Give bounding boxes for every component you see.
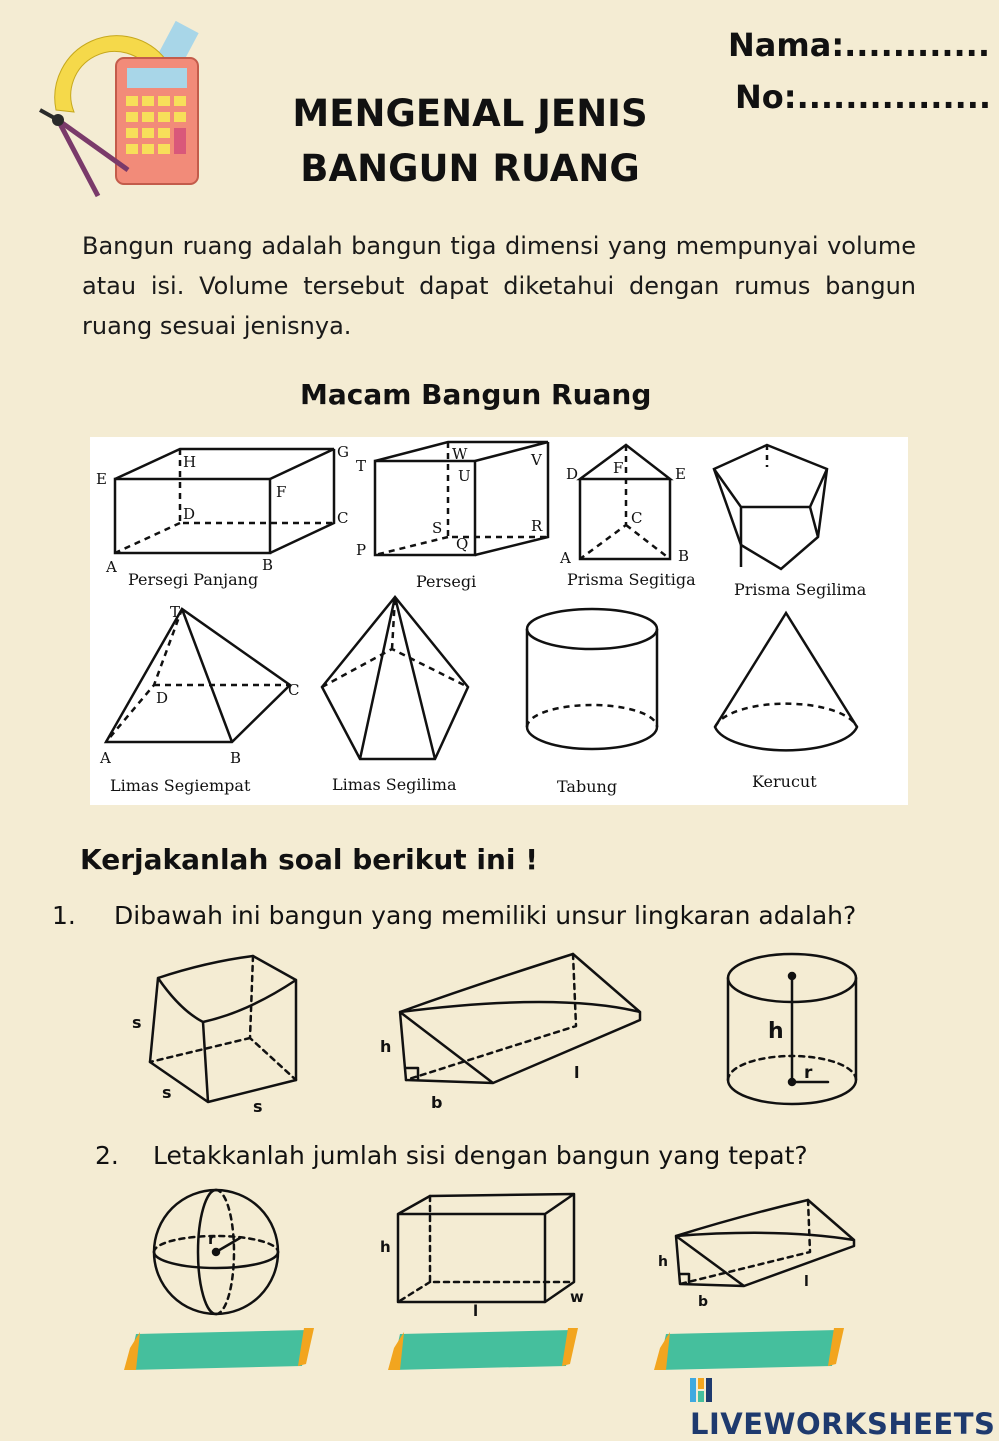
dimension-label: s (253, 1097, 263, 1116)
q2-sphere-figure (154, 1190, 278, 1314)
kerucut-figure (715, 613, 857, 791)
shape-caption: Limas Segiempat (110, 776, 251, 795)
limas-segilima-figure (322, 597, 468, 794)
instruction-heading: Kerjakanlah soal berikut ini ! (80, 843, 539, 876)
nama-field[interactable]: Nama:............ (728, 26, 990, 64)
kubus-figure (356, 442, 548, 591)
dimension-label: l (804, 1274, 809, 1290)
vertex-label: B (230, 749, 242, 767)
vertex-label: P (356, 541, 367, 559)
dimension-label: b (698, 1294, 709, 1310)
vertex-label: C (288, 681, 300, 699)
q1-cylinder-option[interactable] (728, 954, 856, 1104)
vertex-label: D (156, 689, 169, 707)
dimension-label: r (804, 1063, 813, 1083)
shape-caption: Limas Segilima (332, 775, 457, 794)
vertex-label: F (276, 483, 287, 501)
brand-text: LIVEWORKSHEETS (690, 1407, 996, 1441)
question-text: Dibawah ini bangun yang memiliki unsur lingkaran adalah? (114, 901, 857, 930)
dimension-label: l (574, 1063, 580, 1082)
vertex-label: E (96, 470, 107, 488)
liveworksheets-mark-icon (690, 1378, 712, 1402)
stationery-illustration-icon (36, 20, 206, 210)
section-title: Macam Bangun Ruang (300, 378, 652, 411)
vertex-label: W (452, 445, 468, 463)
vertex-label: B (262, 556, 274, 574)
vertex-label: Q (456, 535, 469, 553)
dimension-label: w (570, 1288, 584, 1306)
vertex-label: C (631, 509, 643, 527)
liveworksheets-logo (690, 1373, 999, 1441)
dimension-label: h (768, 1019, 784, 1044)
dimension-label: h (658, 1254, 668, 1270)
intro-paragraph: Bangun ruang adalah bangun tiga dimensi yang mempunyai volume atau isi. Volume tersebut dapat diketahui dengan rumus bangun ruang sesuai jenisnya. (82, 232, 916, 340)
question-text: Letakkanlah jumlah sisi dengan bangun yang tepat? (153, 1141, 808, 1170)
shape-caption: Kerucut (752, 772, 817, 791)
q1-prism-option[interactable] (380, 954, 640, 1112)
vertex-label: T (170, 603, 181, 621)
vertex-label: A (100, 749, 111, 767)
q2-cuboid-figure (380, 1194, 584, 1320)
balok-figure (96, 443, 349, 589)
title-line-2: BANGUN RUANG (300, 147, 640, 190)
shape-caption: Prisma Segitiga (567, 570, 696, 589)
vertex-label: S (432, 519, 443, 537)
vertex-label: T (356, 457, 367, 475)
number-field[interactable]: No:................ (735, 78, 992, 116)
dimension-label: b (431, 1093, 443, 1112)
vertex-label: A (106, 558, 117, 576)
vertex-label: C (337, 509, 349, 527)
limas-segiempat-figure (99, 603, 299, 795)
vertex-label: G (337, 443, 349, 461)
dimension-label: s (132, 1013, 142, 1032)
dimension-label: s (162, 1083, 172, 1102)
tabung-figure (527, 609, 657, 796)
page-title (250, 86, 690, 196)
vertex-label: U (458, 467, 471, 485)
prisma-segilima-figure (714, 445, 867, 599)
dimension-label: l (473, 1302, 479, 1320)
shape-caption: Prisma Segilima (734, 580, 867, 599)
shape-caption: Persegi Panjang (128, 570, 259, 589)
dimension-label: r (208, 1230, 216, 1248)
dimension-label: h (380, 1238, 391, 1256)
vertex-label: D (183, 505, 196, 523)
answer-slot-sphere[interactable] (118, 1326, 318, 1376)
q2-prism-figure (658, 1200, 854, 1310)
question-1 (52, 901, 856, 930)
vertex-label: V (531, 451, 542, 469)
vertex-label: F (613, 459, 624, 477)
shape-caption: Persegi (416, 572, 477, 591)
question-number: 1. (52, 901, 76, 930)
answer-slot-cuboid[interactable] (382, 1326, 582, 1376)
vertex-label: E (675, 465, 686, 483)
prisma-segitiga-figure (559, 445, 696, 589)
answer-slot-prism[interactable] (648, 1326, 848, 1376)
vertex-label: D (566, 465, 579, 483)
question-2 (95, 1141, 808, 1170)
question-number: 2. (95, 1141, 119, 1170)
vertex-label: R (531, 517, 543, 535)
title-line-1: MENGENAL JENIS (292, 92, 648, 135)
vertex-label: B (678, 547, 690, 565)
q1-cube-option[interactable] (132, 956, 296, 1116)
vertex-label: H (183, 453, 197, 471)
shape-caption: Tabung (557, 777, 618, 796)
dimension-label: h (380, 1037, 392, 1056)
shapes-reference-image (90, 437, 908, 805)
vertex-label: A (560, 549, 571, 567)
